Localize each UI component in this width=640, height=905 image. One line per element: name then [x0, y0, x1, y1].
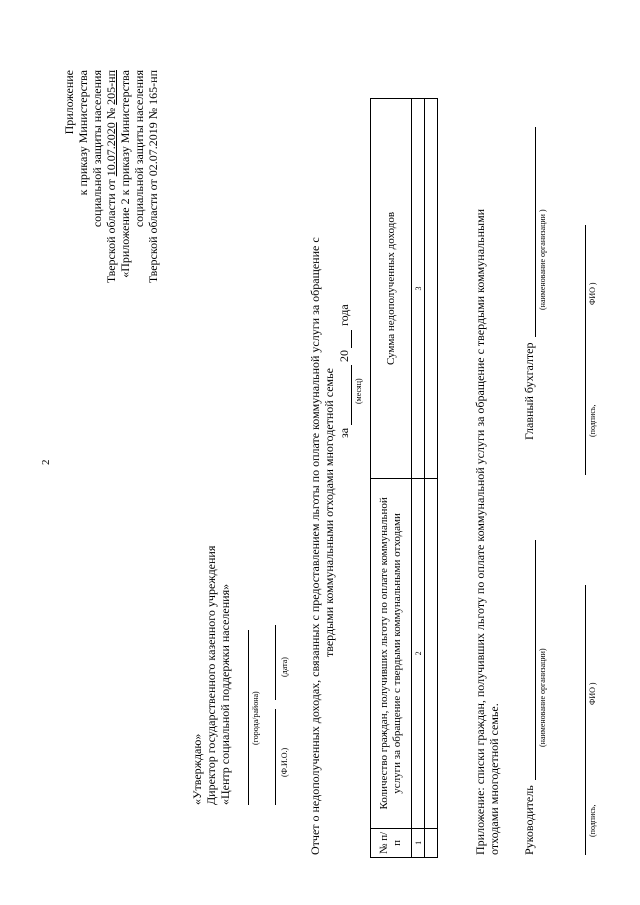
report-for-label: за	[337, 427, 351, 438]
attachment-note-line-2: отходами многодетной семье.	[487, 703, 501, 855]
header-count: Количество граждан, получивших льготу по оплате коммунальной услуги за обращение с твердыми коммунальными отходами	[371, 479, 412, 829]
year-line	[351, 330, 352, 348]
approve-title: «Утверждаю»	[190, 733, 204, 805]
accountant-org-line	[535, 127, 536, 337]
table-row	[425, 99, 438, 858]
appendix-line-1: Приложение	[62, 70, 76, 135]
report-century: 20	[337, 350, 351, 362]
col-number-1: 1	[412, 828, 425, 857]
city-line	[248, 630, 249, 805]
appendix-line-4: Тверской области от 10.07.2020 № 205-нп	[104, 70, 118, 284]
city-caption: (города/района)	[251, 691, 260, 745]
header-number: № п/п	[371, 828, 412, 857]
appendix-line-2: к приказу Министерства	[76, 70, 90, 196]
head-label: Руководитель	[522, 785, 536, 855]
report-table	[370, 98, 438, 858]
header-sum: Сумма недополученных доходов	[371, 99, 412, 479]
head-sign-caption-b: ФИО )	[588, 682, 597, 705]
appendix-line-5: «Приложение 2 к приказу Министерства	[118, 70, 132, 278]
head-sign-caption-a: (подпись,	[588, 804, 597, 837]
table-cell	[425, 479, 438, 829]
accountant-sign-line	[585, 225, 586, 475]
col-number-2: 2	[412, 479, 425, 829]
month-line	[351, 365, 352, 425]
appendix-header	[62, 70, 160, 283]
report-year-label: года	[337, 304, 351, 326]
fio-line	[275, 709, 276, 805]
date-caption: (дата)	[280, 657, 289, 677]
appendix-line-7: Тверской области от 02.07.2019 № 165-нп	[146, 70, 160, 284]
table-number-row	[412, 99, 425, 858]
col-number-3: 3	[412, 99, 425, 479]
accountant-sign-caption-a: (подпись,	[588, 404, 597, 437]
order-number: 205-нп	[104, 70, 118, 105]
accountant-org-caption: (наименование организации )	[538, 209, 547, 310]
table-cell	[425, 99, 438, 479]
attachment-note-line-1: Приложение: списки граждан, получивших льготу по оплате коммунальной услуги за обращение с твердыми коммунальными	[473, 208, 487, 855]
approve-line-2: «Центр социальной поддержки населения»	[218, 583, 232, 805]
page-number: 2	[40, 459, 52, 465]
fio-caption: (Ф.И.О.)	[280, 747, 289, 777]
date-line	[275, 625, 276, 700]
table-cell	[425, 828, 438, 857]
accountant-sign-caption-b: ФИО )	[588, 282, 597, 305]
head-org-line	[535, 540, 536, 780]
head-sign-line	[585, 585, 586, 855]
table-header-row	[371, 99, 412, 858]
appendix-line-6: социальной защиты населения	[132, 70, 146, 228]
report-title-line-1: Отчет о недополученных доходах, связанных с предоставлением льготы по оплате коммунальной услуги за обращение с	[308, 237, 322, 855]
accountant-label: Главный бухгалтер	[522, 342, 536, 440]
order-date: 10.07.2020	[104, 122, 118, 177]
appendix-line-3: социальной защиты населения	[90, 70, 104, 228]
head-org-caption: (наименование организации)	[538, 648, 547, 747]
month-caption: (месяц)	[354, 378, 363, 404]
report-title-line-2: твердыми коммунальными отходами многодетной семье	[322, 368, 336, 657]
approve-line-1: Директор государственного казенного учреждения	[204, 545, 218, 805]
